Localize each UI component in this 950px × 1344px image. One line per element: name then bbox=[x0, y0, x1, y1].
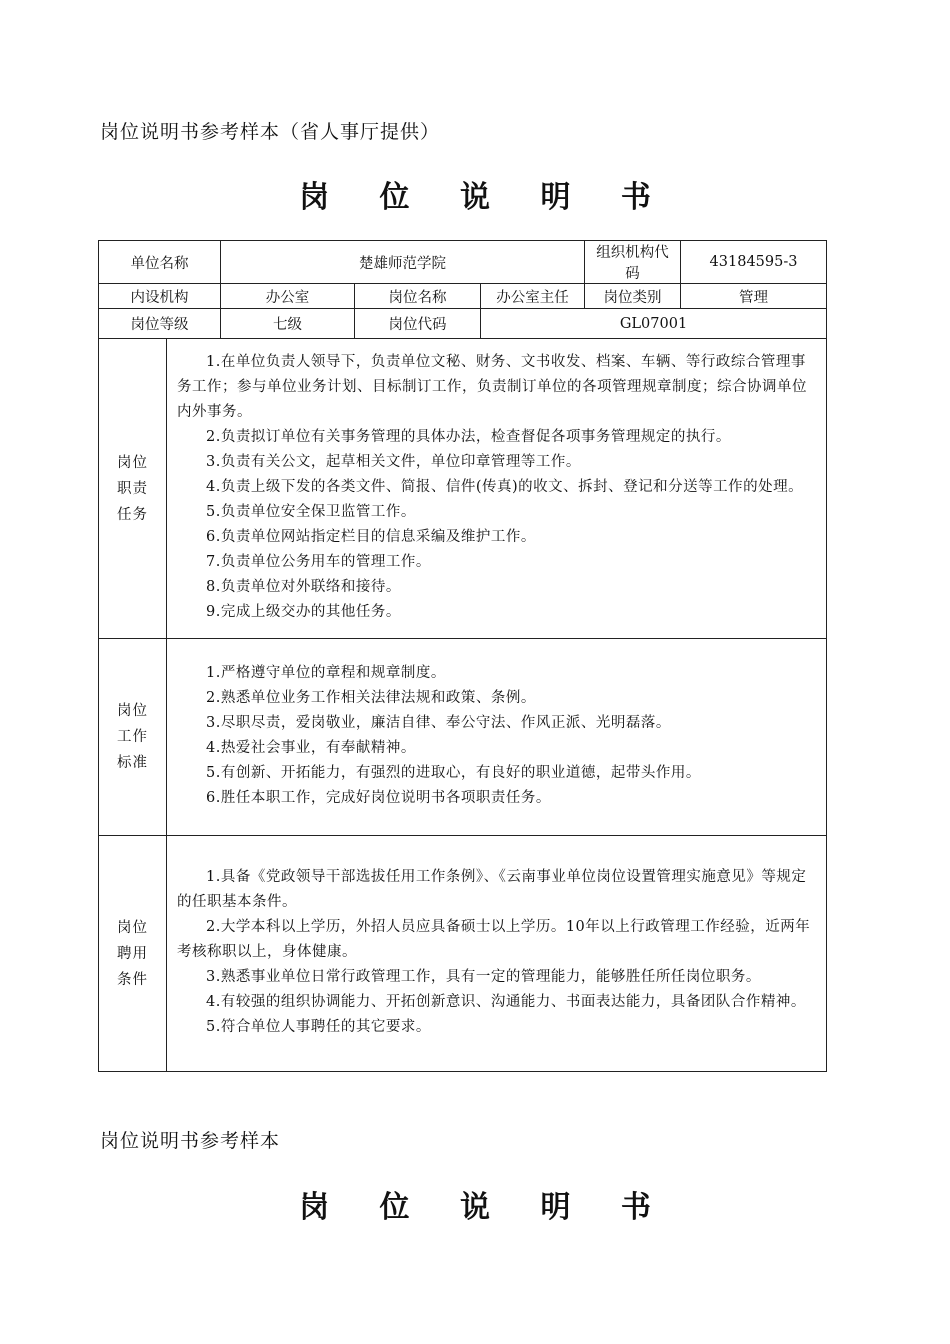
duties-row bbox=[99, 339, 827, 639]
list-item: 1.在单位负责人领导下，负责单位文秘、财务、文书收发、档案、车辆、等行政综合管理事务工作；参与单位业务计划、目标制订工作，负责制订单位的各项管理规章制度；综合协调单位内外事务。 bbox=[177, 354, 807, 420]
job-description-table bbox=[98, 240, 827, 1072]
page-title: 岗 位 说 明 书 bbox=[299, 180, 671, 215]
footer-title: 岗 位 说 明 书 bbox=[299, 1190, 671, 1225]
conditions-label: 岗位 聘用 条件 bbox=[99, 836, 167, 1072]
list-item: 7.负责单位公务用车的管理工作。 bbox=[206, 554, 431, 570]
list-item: 4.负责上级下发的各类文件、简报、信件(传真)的收文、拆封、登记和分送等工作的处理。 bbox=[206, 479, 804, 495]
post-code-value: GL07001 bbox=[481, 309, 827, 339]
standards-content bbox=[167, 639, 827, 836]
post-level-value: 七级 bbox=[221, 309, 355, 339]
duties-label: 岗位 职责 任务 bbox=[99, 339, 167, 639]
list-item: 6.负责单位网站指定栏目的信息采编及维护工作。 bbox=[206, 529, 536, 545]
list-item: 3.熟悉事业单位日常行政管理工作，具有一定的管理能力，能够胜任所任岗位职务。 bbox=[206, 969, 761, 985]
org-code-value: 43184595-3 bbox=[681, 241, 827, 284]
list-item: 5.负责单位安全保卫监管工作。 bbox=[206, 504, 416, 520]
post-level-label: 岗位等级 bbox=[99, 309, 221, 339]
list-item: 6.胜任本职工作，完成好岗位说明书各项职责任务。 bbox=[206, 790, 551, 806]
unit-name-label: 单位名称 bbox=[99, 241, 221, 284]
page-subtitle: 岗位说明书参考样本（省人事厅提供） bbox=[100, 121, 441, 143]
conditions-content bbox=[167, 836, 827, 1072]
standards-row bbox=[99, 639, 827, 836]
post-code-label: 岗位代码 bbox=[355, 309, 481, 339]
post-type-label: 岗位类别 bbox=[585, 284, 681, 309]
list-item: 2.熟悉单位业务工作相关法律法规和政策、条例。 bbox=[206, 690, 536, 706]
table-row bbox=[99, 241, 827, 284]
org-code-label: 组织机构代码 bbox=[585, 241, 681, 284]
list-item: 4.有较强的组织协调能力、开拓创新意识、沟通能力、书面表达能力，具备团队合作精神。 bbox=[206, 994, 806, 1010]
list-item: 1.严格遵守单位的章程和规章制度。 bbox=[206, 665, 446, 681]
conditions-row bbox=[99, 836, 827, 1072]
list-item: 3.负责有关公文，起草相关文件，单位印章管理等工作。 bbox=[206, 454, 581, 470]
post-name-label: 岗位名称 bbox=[355, 284, 481, 309]
list-item: 1.具备《党政领导干部选拔任用工作条例》、《云南事业单位岗位设置管理实施意见》等规定的任职基本条件。 bbox=[177, 869, 807, 910]
table-row bbox=[99, 284, 827, 309]
post-name-value: 办公室主任 bbox=[481, 284, 585, 309]
table-row bbox=[99, 309, 827, 339]
list-item: 8.负责单位对外联络和接待。 bbox=[206, 579, 401, 595]
standards-label: 岗位 工作 标准 bbox=[99, 639, 167, 836]
list-item: 9.完成上级交办的其他任务。 bbox=[206, 604, 401, 620]
list-item: 5.有创新、开拓能力，有强烈的进取心，有良好的职业道德，起带头作用。 bbox=[206, 765, 701, 781]
list-item: 5.符合单位人事聘任的其它要求。 bbox=[206, 1019, 431, 1035]
unit-name-value: 楚雄师范学院 bbox=[221, 241, 585, 284]
list-item: 4.热爱社会事业，有奉献精神。 bbox=[206, 740, 416, 756]
dept-value: 办公室 bbox=[221, 284, 355, 309]
duties-content bbox=[167, 339, 827, 639]
footer-subtitle: 岗位说明书参考样本 bbox=[100, 1130, 281, 1152]
list-item: 2.大学本科以上学历，外招人员应具备硕士以上学历。10年以上行政管理工作经验，近两年考核称职以上，身体健康。 bbox=[177, 919, 811, 960]
list-item: 3.尽职尽责，爱岗敬业，廉洁自律、奉公守法、作风正派、光明磊落。 bbox=[206, 715, 671, 731]
list-item: 2.负责拟订单位有关事务管理的具体办法，检查督促各项事务管理规定的执行。 bbox=[206, 429, 731, 445]
post-type-value: 管理 bbox=[681, 284, 827, 309]
dept-label: 内设机构 bbox=[99, 284, 221, 309]
